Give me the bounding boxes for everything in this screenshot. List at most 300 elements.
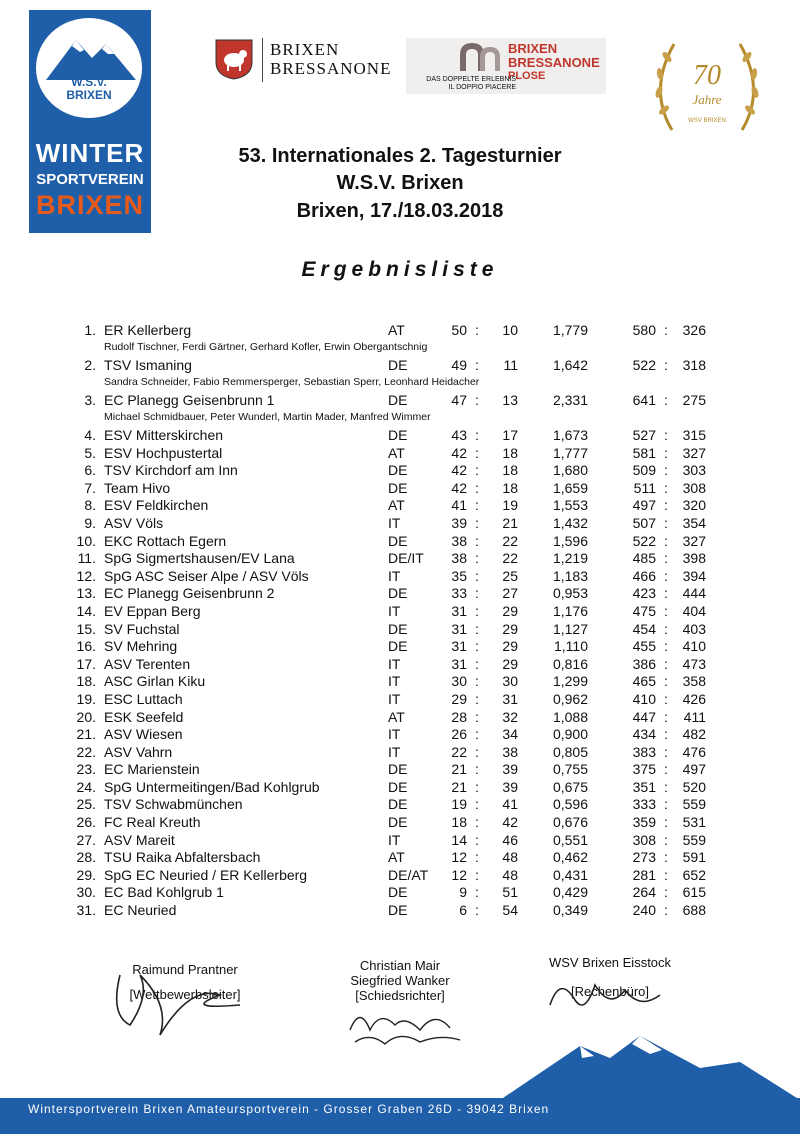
result-team: ER Kellerberg — [104, 322, 192, 338]
result-points-lost: 38 — [502, 743, 518, 760]
result-quotient: 1,673 — [552, 427, 588, 443]
result-nation: IT — [388, 726, 401, 743]
result-rank: 5. — [84, 444, 96, 461]
stock-separator: : — [664, 532, 668, 549]
result-team: ASC Girlan Kiku — [104, 673, 206, 690]
result-stock-points-for: 273 — [632, 849, 656, 866]
result-points-lost: 29 — [502, 638, 518, 655]
result-stock-points-for: 527 — [632, 427, 656, 443]
result-stock-points-against: 354 — [682, 514, 706, 531]
result-nation: IT — [388, 743, 401, 760]
result-quotient: 0,429 — [552, 884, 588, 901]
result-quotient: 1,432 — [552, 514, 588, 531]
result-team: ASV Vahrn — [104, 743, 173, 760]
points-separator: : — [475, 357, 479, 373]
result-team: EC Neuried — [104, 902, 177, 919]
stock-separator: : — [664, 479, 668, 496]
result-team: ASV Völs — [104, 514, 164, 531]
result-points-won: 18 — [451, 814, 467, 831]
result-row — [0, 533, 800, 551]
slogan-de: DAS DOPPELTE ERLEBNIS — [426, 76, 516, 83]
result-nation: AT — [388, 497, 405, 514]
result-quotient: 0,551 — [552, 831, 588, 848]
result-quotient: 1,777 — [552, 444, 588, 461]
points-separator: : — [475, 462, 479, 479]
result-points-won: 19 — [451, 796, 467, 813]
stock-separator: : — [664, 322, 668, 338]
result-rank: 18. — [76, 673, 96, 690]
result-points-won: 31 — [451, 602, 467, 619]
logo-city: BRIXEN — [66, 88, 112, 102]
result-row — [0, 849, 800, 867]
result-stock-points-against: 482 — [682, 726, 706, 743]
result-row — [0, 902, 800, 920]
result-quotient: 0,349 — [552, 902, 588, 919]
result-team-members: Sandra Schneider, Fabio Remmersperger, Sebastian Sperr, Leonhard Heidacher — [104, 376, 480, 388]
result-quotient: 1,680 — [552, 462, 588, 479]
result-team: TSV Kirchdorf am Inn — [104, 462, 238, 479]
result-points-lost: 46 — [502, 831, 518, 848]
result-row — [0, 884, 800, 902]
result-stock-points-for: 410 — [632, 690, 656, 707]
result-stock-points-for: 423 — [632, 585, 656, 602]
event-organizer: W.S.V. Brixen — [336, 172, 464, 194]
result-points-won: 12 — [451, 866, 467, 883]
result-nation: IT — [388, 831, 401, 848]
signature-block-referee — [320, 958, 480, 1003]
result-nation: IT — [388, 602, 401, 619]
tourism-brand-2: BRESSANONE — [508, 55, 600, 70]
result-stock-points-for: 455 — [632, 638, 656, 655]
result-stock-points-for: 641 — [632, 392, 656, 408]
result-stock-points-against: 403 — [682, 620, 706, 637]
result-quotient: 0,431 — [552, 866, 588, 883]
result-team: EC Marienstein — [104, 761, 200, 778]
result-quotient: 1,642 — [552, 357, 588, 373]
result-points-lost: 18 — [502, 479, 518, 496]
result-points-lost: 51 — [502, 884, 518, 901]
footer-address: Wintersportverein Brixen Amateursportverein - Grosser Graben 26D - 39042 Brixen — [28, 1102, 550, 1116]
result-stock-points-for: 485 — [632, 550, 656, 567]
result-row — [0, 427, 800, 445]
result-points-won: 42 — [451, 462, 467, 479]
result-quotient: 2,331 — [552, 392, 588, 408]
result-team: ESV Feldkirchen — [104, 497, 209, 514]
result-team: ESV Mitterskirchen — [104, 427, 224, 443]
result-nation: AT — [388, 849, 405, 866]
result-rank: 31. — [76, 902, 96, 919]
result-points-won: 9 — [459, 884, 467, 901]
result-rank: 24. — [76, 778, 96, 795]
result-stock-points-for: 264 — [632, 884, 656, 901]
result-stock-points-for: 386 — [632, 655, 656, 672]
result-rank: 28. — [76, 849, 96, 866]
result-nation: DE — [388, 620, 408, 637]
result-points-lost: 18 — [502, 462, 518, 479]
result-points-lost: 17 — [502, 427, 518, 443]
result-team: SpG ASC Seiser Alpe / ASV Völs — [104, 567, 309, 584]
result-stock-points-for: 465 — [632, 673, 656, 690]
points-separator: : — [475, 497, 479, 514]
points-separator: : — [475, 778, 479, 795]
director-name: Raimund Prantner — [132, 962, 238, 977]
result-points-won: 47 — [451, 392, 467, 408]
stock-separator: : — [664, 444, 668, 461]
tourism-brand-3: PLOSE — [508, 70, 546, 82]
result-stock-points-for: 454 — [632, 620, 656, 637]
result-points-won: 42 — [451, 444, 467, 461]
referee-name-2: Siegfried Wanker — [350, 973, 450, 988]
result-stock-points-against: 652 — [682, 866, 706, 883]
stock-separator: : — [664, 884, 668, 901]
result-stock-points-against: 394 — [682, 567, 706, 584]
result-quotient: 0,962 — [552, 690, 588, 707]
result-nation: DE — [388, 884, 408, 901]
office-role: [Rechenbüro] — [570, 984, 650, 999]
anniversary-badge — [644, 30, 770, 144]
city-name-de: BRIXEN — [270, 40, 340, 59]
result-nation: AT — [388, 708, 405, 725]
result-stock-points-against: 318 — [682, 357, 706, 373]
result-nation: DE — [388, 778, 408, 795]
result-quotient: 1,659 — [552, 479, 588, 496]
result-stock-points-for: 580 — [632, 322, 656, 338]
city-name-it: BRESSANONE — [270, 59, 392, 78]
result-stock-points-against: 327 — [682, 444, 706, 461]
result-stock-points-for: 351 — [632, 778, 656, 795]
result-stock-points-against: 615 — [682, 884, 706, 901]
result-row — [0, 550, 800, 568]
result-row — [0, 603, 800, 621]
list-title: Ergebnisliste — [301, 258, 499, 281]
result-rank: 14. — [76, 602, 96, 619]
points-separator: : — [475, 743, 479, 760]
result-team: SpG EC Neuried / ER Kellerberg — [104, 866, 308, 883]
result-team: SV Fuchstal — [104, 620, 180, 637]
result-quotient: 1,553 — [552, 497, 588, 514]
result-points-lost: 19 — [502, 497, 518, 514]
points-separator: : — [475, 550, 479, 567]
stock-separator: : — [664, 514, 668, 531]
result-rank: 6. — [84, 462, 96, 479]
result-quotient: 1,127 — [552, 620, 588, 637]
result-nation: DE — [388, 357, 408, 373]
result-rank: 20. — [76, 708, 96, 725]
result-team: ESK Seefeld — [104, 708, 184, 725]
result-row — [0, 392, 800, 427]
result-points-won: 31 — [451, 638, 467, 655]
result-points-lost: 13 — [502, 392, 518, 408]
result-stock-points-for: 308 — [632, 831, 656, 848]
points-separator: : — [475, 708, 479, 725]
result-stock-points-against: 426 — [682, 690, 706, 707]
stock-separator: : — [664, 462, 668, 479]
result-stock-points-against: 308 — [682, 479, 706, 496]
logo-brixen: BRIXEN — [35, 190, 144, 220]
result-quotient: 0,816 — [552, 655, 588, 672]
result-points-lost: 11 — [503, 357, 518, 373]
points-separator: : — [475, 796, 479, 813]
result-quotient: 0,462 — [552, 849, 588, 866]
result-rank: 29. — [76, 866, 96, 883]
result-team: ASV Terenten — [104, 655, 191, 672]
result-stock-points-against: 315 — [682, 427, 706, 443]
referee-name-1: Christian Mair — [359, 958, 441, 973]
stock-separator: : — [664, 761, 668, 778]
result-nation: IT — [388, 567, 401, 584]
result-row — [0, 462, 800, 480]
result-points-lost: 39 — [502, 761, 518, 778]
points-separator: : — [475, 514, 479, 531]
result-points-won: 38 — [451, 532, 467, 549]
stock-separator: : — [664, 567, 668, 584]
result-rank: 23. — [76, 761, 96, 778]
result-row — [0, 357, 800, 392]
result-rank: 25. — [76, 796, 96, 813]
logo-emblem — [36, 18, 142, 118]
result-row — [0, 744, 800, 762]
result-nation: DE — [388, 585, 408, 602]
result-rank: 27. — [76, 831, 96, 848]
result-nation: DE/IT — [388, 550, 424, 567]
points-separator: : — [475, 726, 479, 743]
result-rank: 11. — [77, 550, 96, 567]
result-nation: IT — [388, 673, 401, 690]
result-nation: DE — [388, 427, 408, 443]
result-rank: 4. — [84, 427, 96, 443]
stock-separator: : — [664, 673, 668, 690]
result-stock-points-for: 511 — [633, 479, 656, 496]
result-points-lost: 42 — [502, 814, 518, 831]
result-team: EKC Rottach Egern — [104, 532, 227, 549]
result-rank: 26. — [76, 814, 96, 831]
result-team: EC Planegg Geisenbrunn 2 — [104, 585, 275, 602]
result-quotient: 1,183 — [552, 567, 588, 584]
result-stock-points-for: 281 — [632, 866, 656, 883]
result-rank: 3. — [84, 392, 96, 408]
points-separator: : — [475, 392, 479, 408]
points-separator: : — [475, 585, 479, 602]
result-stock-points-against: 411 — [683, 708, 706, 725]
result-team: FC Real Kreuth — [104, 814, 201, 831]
result-stock-points-for: 333 — [632, 796, 656, 813]
result-points-lost: 29 — [502, 620, 518, 637]
result-points-won: 43 — [451, 427, 467, 443]
result-points-lost: 39 — [502, 778, 518, 795]
points-separator: : — [475, 532, 479, 549]
anniversary-number: 70 — [693, 60, 721, 91]
result-row — [0, 761, 800, 779]
result-nation: IT — [388, 690, 401, 707]
stock-separator: : — [664, 427, 668, 443]
result-quotient: 0,953 — [552, 585, 588, 602]
stock-separator: : — [664, 708, 668, 725]
result-quotient: 1,176 — [552, 602, 588, 619]
points-separator: : — [475, 902, 479, 919]
stock-separator: : — [664, 690, 668, 707]
director-role: [Wettbewerbsleiter] — [129, 987, 241, 1002]
result-points-won: 29 — [451, 690, 467, 707]
result-quotient: 0,805 — [552, 743, 588, 760]
result-nation: IT — [388, 514, 401, 531]
points-separator: : — [475, 602, 479, 619]
result-row — [0, 480, 800, 498]
result-rank: 9. — [84, 514, 96, 531]
result-team: ESV Hochpustertal — [104, 444, 223, 461]
result-nation: DE — [388, 814, 408, 831]
stock-separator: : — [664, 655, 668, 672]
result-stock-points-for: 447 — [632, 708, 656, 725]
result-nation: DE — [388, 462, 408, 479]
result-row — [0, 832, 800, 850]
result-rank: 30. — [76, 884, 96, 901]
stock-separator: : — [664, 743, 668, 760]
stock-separator: : — [664, 602, 668, 619]
result-nation: IT — [388, 655, 401, 672]
points-separator: : — [475, 849, 479, 866]
result-points-lost: 27 — [502, 585, 518, 602]
result-quotient: 0,675 — [552, 778, 588, 795]
result-quotient: 0,900 — [552, 726, 588, 743]
result-stock-points-against: 404 — [682, 602, 706, 619]
stock-separator: : — [664, 814, 668, 831]
result-quotient: 1,219 — [552, 550, 588, 567]
stock-separator: : — [664, 638, 668, 655]
result-points-lost: 31 — [502, 690, 518, 707]
result-stock-points-for: 240 — [632, 902, 656, 919]
result-points-lost: 29 — [502, 602, 518, 619]
result-points-lost: 48 — [502, 849, 518, 866]
result-rank: 15. — [76, 620, 96, 637]
points-separator: : — [475, 567, 479, 584]
points-separator: : — [475, 761, 479, 778]
mountain-icon — [36, 18, 142, 118]
wsv-brixen-logo — [29, 10, 151, 233]
points-separator: : — [475, 444, 479, 461]
stock-separator: : — [664, 796, 668, 813]
stock-separator: : — [664, 831, 668, 848]
result-stock-points-against: 327 — [682, 532, 706, 549]
tourism-slogan — [406, 76, 516, 92]
result-nation: DE — [388, 392, 408, 408]
result-quotient: 1,779 — [552, 322, 588, 338]
result-stock-points-for: 434 — [632, 726, 656, 743]
result-stock-points-against: 531 — [682, 814, 706, 831]
result-stock-points-for: 581 — [632, 444, 656, 461]
result-stock-points-against: 303 — [682, 462, 706, 479]
anniversary-sub: WSV BRIXEN — [688, 118, 726, 124]
result-stock-points-against: 275 — [682, 392, 706, 408]
result-team-members: Rudolf Tischner, Ferdi Gärtner, Gerhard Kofler, Erwin Obergantschnig — [104, 341, 428, 353]
result-points-won: 21 — [451, 778, 467, 795]
result-row — [0, 779, 800, 797]
result-row — [0, 445, 800, 463]
result-points-lost: 54 — [502, 902, 518, 919]
result-row — [0, 691, 800, 709]
result-row — [0, 497, 800, 515]
result-nation: DE — [388, 761, 408, 778]
result-stock-points-against: 473 — [682, 655, 706, 672]
results-table — [0, 322, 800, 920]
points-separator: : — [475, 814, 479, 831]
points-separator: : — [475, 638, 479, 655]
result-team: EC Planegg Geisenbrunn 1 — [104, 392, 275, 408]
result-points-won: 41 — [451, 497, 467, 514]
result-stock-points-against: 398 — [682, 550, 706, 567]
result-points-won: 35 — [451, 567, 467, 584]
points-separator: : — [475, 884, 479, 901]
result-team: ESC Luttach — [104, 690, 183, 707]
arch-icon — [458, 41, 502, 73]
result-team: TSV Schwabmünchen — [104, 796, 243, 813]
result-stock-points-against: 559 — [682, 831, 706, 848]
result-stock-points-against: 688 — [682, 902, 706, 919]
stock-separator: : — [664, 392, 668, 408]
result-team: ASV Wiesen — [104, 726, 183, 743]
result-stock-points-against: 591 — [682, 849, 706, 866]
result-points-won: 6 — [459, 902, 467, 919]
event-title: 53. Internationales 2. Tagesturnier — [238, 145, 562, 167]
result-team: ASV Mareit — [104, 831, 175, 848]
result-quotient: 1,088 — [552, 708, 588, 725]
stock-separator: : — [664, 849, 668, 866]
result-stock-points-against: 497 — [682, 761, 706, 778]
event-date: Brixen, 17./18.03.2018 — [296, 200, 504, 222]
footer-mountain-graphic — [0, 1028, 800, 1100]
result-nation: AT — [388, 322, 405, 338]
result-points-lost: 34 — [502, 726, 518, 743]
stock-separator: : — [664, 620, 668, 637]
result-points-lost: 22 — [502, 532, 518, 549]
slogan-it: IL DOPPIO PIACERE — [448, 84, 516, 91]
result-points-won: 42 — [451, 479, 467, 496]
result-stock-points-for: 497 — [632, 497, 656, 514]
result-row — [0, 709, 800, 727]
result-stock-points-for: 375 — [632, 761, 656, 778]
result-points-won: 33 — [451, 585, 467, 602]
result-stock-points-for: 522 — [632, 532, 656, 549]
result-stock-points-against: 476 — [682, 743, 706, 760]
result-quotient: 1,110 — [554, 638, 588, 655]
result-row — [0, 814, 800, 832]
result-stock-points-against: 326 — [682, 322, 706, 338]
result-rank: 2. — [84, 357, 96, 373]
result-points-lost: 18 — [502, 444, 518, 461]
result-points-won: 50 — [451, 322, 467, 338]
result-row — [0, 796, 800, 814]
result-team: EC Bad Kohlgrub 1 — [104, 884, 224, 901]
result-rank: 8. — [84, 497, 96, 514]
result-points-won: 14 — [451, 831, 467, 848]
points-separator: : — [475, 673, 479, 690]
referee-role: [Schiedsrichter] — [355, 988, 445, 1003]
city-name — [270, 40, 391, 78]
result-nation: DE — [388, 479, 408, 496]
result-stock-points-for: 522 — [632, 357, 656, 373]
result-points-lost: 48 — [502, 866, 518, 883]
points-separator: : — [475, 831, 479, 848]
stock-separator: : — [664, 778, 668, 795]
result-points-won: 31 — [451, 655, 467, 672]
result-nation: DE — [388, 638, 408, 655]
result-rank: 1. — [84, 322, 96, 338]
result-rank: 21. — [76, 726, 96, 743]
result-points-lost: 22 — [502, 550, 518, 567]
stock-separator: : — [664, 902, 668, 919]
result-stock-points-against: 559 — [682, 796, 706, 813]
result-team: Team Hivo — [104, 479, 171, 496]
result-points-won: 49 — [451, 357, 467, 373]
